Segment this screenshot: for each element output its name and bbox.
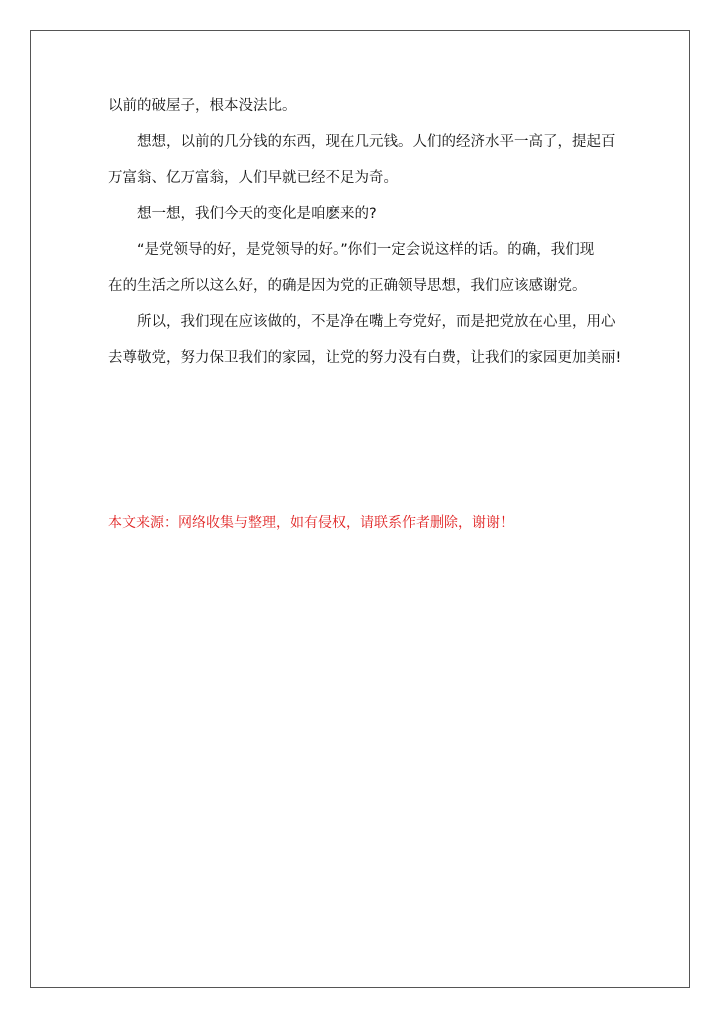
source-note: 本文来源：网络收集与整理，如有侵权，请联系作者删除，谢谢！ [108, 515, 514, 531]
text-line-7: 所以，我们现在应该做的，不是净在嘴上夸党好，而是把党放在心里，用心 [108, 314, 616, 330]
text-line-3: 万富翁、亿万富翁，人们早就已经不足为奇。 [108, 170, 398, 186]
body-text [108, 88, 622, 376]
text-line-8: 去尊敬党，努力保卫我们的家园，让党的努力没有白费，让我们的家园更加美丽! [108, 350, 622, 366]
text-line-5: “是党领导的好，是党领导的好。”你们一定会说这样的话。的确，我们现 [108, 242, 595, 258]
text-line-6: 在的生活之所以这么好，的确是因为党的正确领导思想，我们应该感谢党。 [108, 278, 587, 294]
text-line-2: 想想，以前的几分钱的东西，现在几元钱。人们的经济水平一高了，提起百 [108, 134, 616, 150]
text-line-4: 想一想，我们今天的变化是咱麽来的? [108, 206, 377, 222]
text-line-1: 以前的破屋子，根本没法比。 [108, 98, 297, 114]
